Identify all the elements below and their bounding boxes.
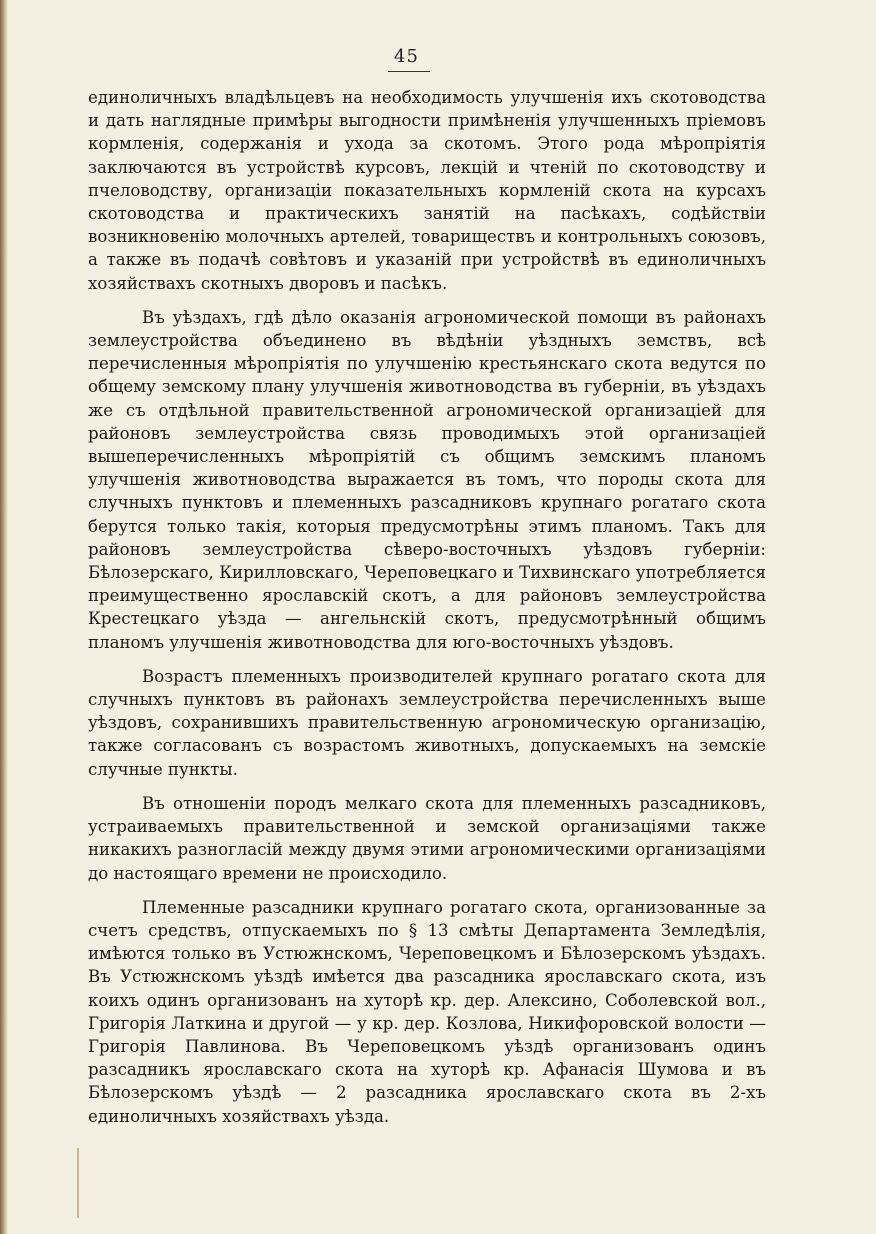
page-binding-edge bbox=[0, 0, 8, 1234]
paragraph-2: Въ уѣздахъ, гдѣ дѣло оказанія агрономической помощи въ районахъ землеустройства объединено въ вѣдѣніи уѣздныхъ земствъ, всѣ перечисленныя мѣропріятія по улучшенію крестьянскаго скота ведутся по общему земскому плану улучшенія животноводства въ губерніи, въ уѣздахъ же съ отдѣльной правительственной агрономической организаціей для районовъ землеустройства связь проводимыхъ этой организаціей вышеперечисленныхъ мѣропріятій съ общимъ земскимъ планомъ улучшенія животноводства выражается въ томъ, что породы скота для случныхъ пунктовъ и племенныхъ разсадниковъ крупнаго рогатаго скота берутся только такія, которыя предусмотрѣны этимъ планомъ. Такъ для районовъ землеустройства сѣверо-восточныхъ уѣздовъ губерніи: Бѣлозерскаго, Кирилловскаго, Череповецкаго и Тихвинскаго употребляется преимущественно ярославскій скотъ, а для районовъ землеустройства Крестецкаго уѣзда — ангельнскій скотъ, предусмотрѣнный общимъ планомъ улучшенія животноводства для юго-восточныхъ уѣздовъ. bbox=[88, 307, 766, 652]
paragraph-1: единоличныхъ владѣльцевъ на необходимость улучшенія ихъ скотоводства и дать наглядные примѣры выгодности примѣненія улучшенныхъ пріемовъ кормленія, содержанія и ухода за скотомъ. Этого рода мѣропріятія заключаются въ устройствѣ курсовъ, лекцій и чтеній по скотоводству и пчеловодству, организаціи показательныхъ кормленій скота на курсахъ скотоводства и практическихъ занятій на пасѣкахъ, содѣйствіи возникновенію молочныхъ артелей, товариществъ и контрольныхъ союзовъ, а также въ подачѣ совѣтовъ и указаній при устройствѣ въ единоличныхъ хозяйствахъ скотныхъ дворовъ и пасѣкъ. bbox=[88, 88, 766, 293]
paragraph-5: Племенные разсадники крупнаго рогатаго скота, организованные за счетъ средствъ, отпускаемыхъ по § 13 смѣты Департамента Земледѣлія, имѣются только въ Устюжнскомъ, Череповецкомъ и Бѣлозерскомъ уѣздахъ. Въ Устюжнскомъ уѣздѣ имѣется два разсадника ярославскаго скота, изъ коихъ одинъ организованъ на хуторѣ кр. дер. Алексино, Соболевской вол., Григорія Латкина и другой — у кр. дер. Козлова, Никифоровской волости — Григорія Павлинова. Въ Череповецкомъ уѣздѣ организованъ одинъ разсадникъ ярославскаго скота на хуторѣ кр. Афанасія Шумова и въ Бѣлозерскомъ уѣздѣ — 2 разсадника ярославскаго скота въ 2-хъ единоличныхъ хозяйствахъ уѣзда. bbox=[88, 897, 766, 1126]
page-number-rule bbox=[388, 71, 430, 72]
paragraph-4: Въ отношеніи породъ мелкаго скота для племенныхъ разсадниковъ, устраиваемыхъ правительственной и земской организаціями также никакихъ разногласій между двумя этими агрономическими организаціями до настоящаго времени не происходило. bbox=[88, 793, 766, 883]
paragraph-3: Возрастъ племенныхъ производителей крупнаго рогатаго скота для случныхъ пунктовъ въ районахъ землеустройства перечисленныхъ выше уѣздовъ, сохранившихъ правительственную агрономическую организацію, также согласованъ съ возрастомъ животныхъ, допускаемыхъ на земскіе случные пункты. bbox=[88, 666, 766, 779]
page-number: 45 bbox=[394, 46, 419, 67]
margin-mark bbox=[77, 1148, 79, 1218]
body-text bbox=[88, 86, 766, 1139]
